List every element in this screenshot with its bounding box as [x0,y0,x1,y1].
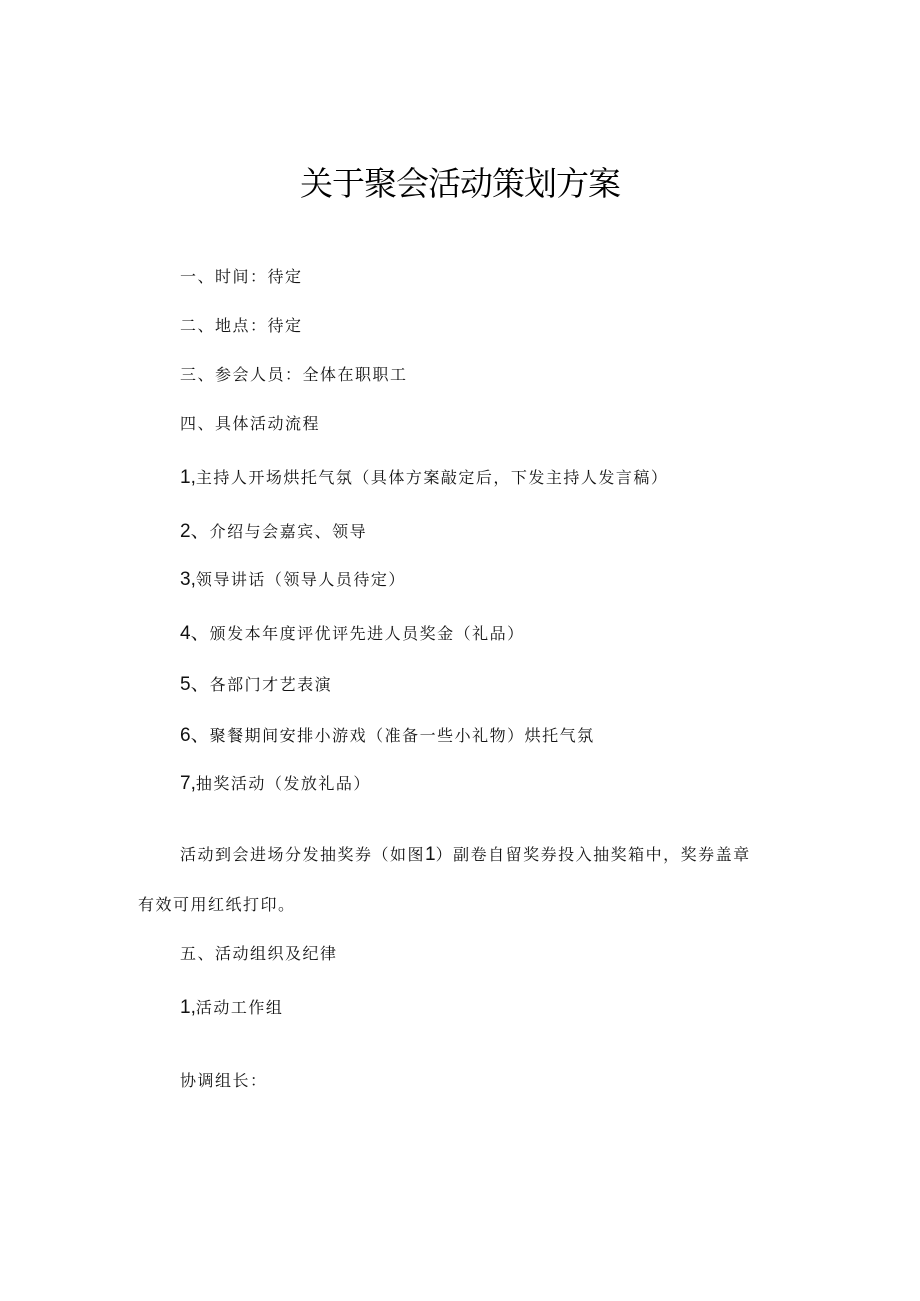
step-number: 4、 [180,623,210,644]
step-number: 1, [180,467,196,488]
section-time: 一、时间：待定 [180,267,303,286]
step-text: 抽奖活动（发放礼品） [195,774,371,793]
step-text: 聚餐期间安排小游戏（准备一些小礼物）烘托气氛 [209,726,595,745]
lottery-figure-number: 1 [425,844,436,865]
section-place: 二、地点：待定 [180,316,303,335]
process-step-7 [180,771,371,795]
step-text: 颁发本年度评优评先进人员奖金（礼品） [209,624,525,643]
lottery-text-b: ）副卷自留奖券投入抽奖箱中，奖券盖章 [435,845,751,864]
step-number: 5、 [180,674,210,695]
process-step-6 [180,720,595,747]
lottery-note-line1 [180,842,751,866]
work-group-text: 活动工作组 [195,998,284,1017]
step-number: 6、 [180,725,210,746]
coordinator-label: 协调组长： [180,1071,268,1090]
step-text: 领导讲话（领导人员待定） [195,570,406,589]
process-step-2 [180,516,367,543]
step-number: 7, [180,773,196,794]
step-number: 2、 [180,521,210,542]
process-step-1 [180,465,668,489]
process-step-4 [180,618,525,645]
lottery-text-a: 活动到会进场分发抽奖券（如图 [180,845,426,864]
step-text: 介绍与会嘉宾、领导 [209,522,368,541]
work-group [180,995,283,1019]
document-title: 关于聚会活动策划方案 [300,164,620,203]
process-step-5 [180,669,332,696]
lottery-note-line2: 有效可用红纸打印。 [138,895,296,914]
step-number: 3, [180,569,196,590]
section-organization: 五、活动组织及纪律 [180,944,338,963]
section-process: 四、具体活动流程 [180,414,321,433]
section-attendees: 三、参会人员：全体在职职工 [180,365,408,384]
step-text: 主持人开场烘托气氛（具体方案敲定后，下发主持人发言稿） [195,468,669,487]
process-step-3 [180,567,406,591]
work-group-number: 1, [180,997,196,1018]
step-text: 各部门才艺表演 [209,675,333,694]
